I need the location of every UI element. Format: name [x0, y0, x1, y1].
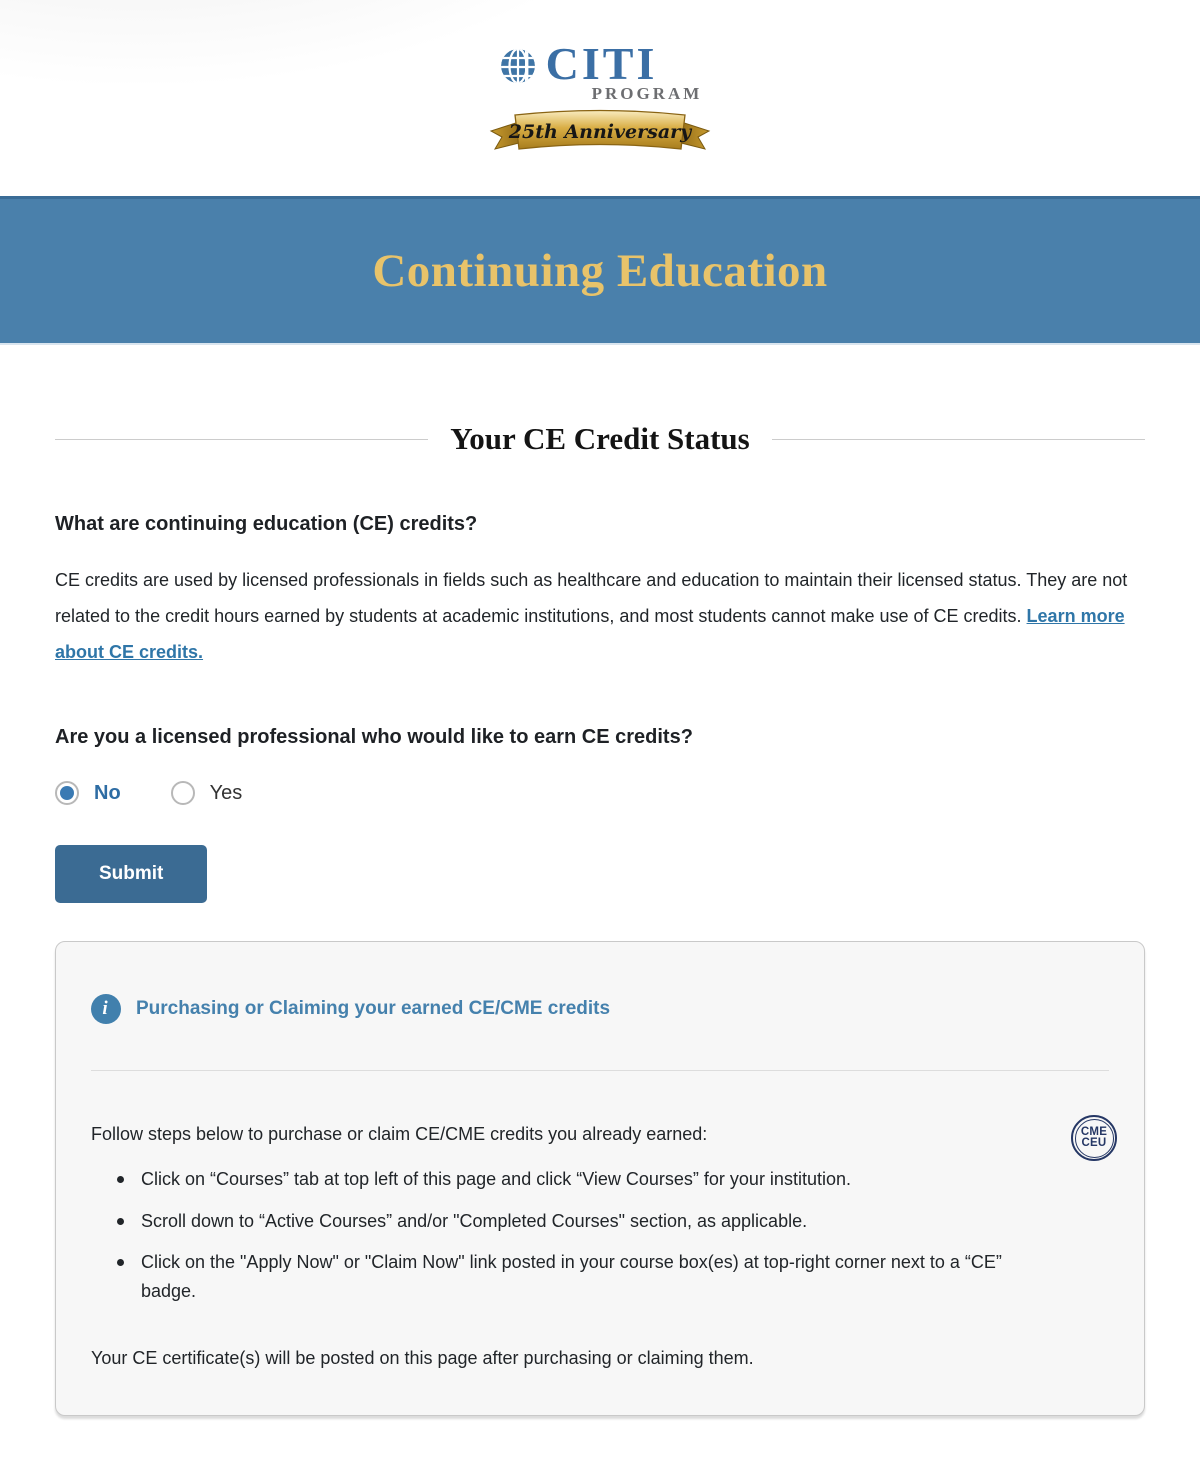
radio-no-circle-icon: [55, 781, 79, 805]
site-header: [0, 0, 1200, 196]
logo-citi-text: CITI: [545, 38, 658, 89]
logo-program-text: PROGRAM: [591, 84, 703, 103]
anniversary-text: 25th Anniversary: [508, 121, 692, 143]
panel-footer-note: Your CE certificate(s) will be posted on this page after purchasing or claiming them.: [91, 1348, 754, 1369]
badge-line2: CEU: [1081, 1137, 1107, 1149]
page-title: Continuing Education: [372, 245, 828, 297]
page-banner: [0, 196, 1200, 345]
step-item: Click on the "Apply Now" or "Claim Now" link posted in your course box(es) at top-right corner next to a “CE” badge.: [141, 1248, 1014, 1306]
section-title: [55, 421, 1145, 457]
radio-no-label: No: [94, 781, 121, 804]
step-item: Scroll down to “Active Courses” and/or "Completed Courses" section, as applicable.: [141, 1207, 1014, 1236]
licensed-professional-question: Are you a licensed professional who would like to earn CE credits?: [55, 726, 693, 748]
info-icon: i: [91, 994, 121, 1024]
ce-info-panel: [55, 941, 1145, 1416]
radio-yes-label: Yes: [209, 781, 243, 804]
panel-intro: Follow steps below to purchase or claim CE/CME credits you already earned:: [91, 1124, 708, 1144]
cme-ceu-badge-icon: [1071, 1115, 1117, 1161]
badge-line1: CME: [1080, 1125, 1108, 1138]
globe-icon: [498, 42, 540, 93]
divider-line-left: [55, 439, 428, 440]
ce-credits-radio-group: [55, 781, 1145, 805]
learn-more-link[interactable]: Learn more about CE credits.: [55, 606, 1125, 662]
panel-divider: [91, 1070, 1109, 1071]
radio-option-no[interactable]: [55, 781, 121, 805]
section-title-text: Your CE Credit Status: [450, 421, 750, 456]
panel-body: [91, 1121, 1109, 1369]
steps-list: [91, 1165, 1014, 1306]
radio-option-yes[interactable]: [171, 781, 243, 805]
panel-title: Purchasing or Claiming your earned CE/CME credits: [136, 998, 611, 1019]
radio-yes-circle-icon: [171, 781, 195, 805]
step-item: Click on “Courses” tab at top left of this page and click “View Courses” for your institution.: [141, 1165, 1014, 1194]
submit-button[interactable]: Submit: [55, 845, 207, 903]
panel-header: [91, 994, 1109, 1024]
ce-credits-description: [55, 562, 1145, 670]
ce-credits-description-text: CE credits are used by licensed professionals in fields such as healthcare and education to maintain their licensed status. They are not related to the credit hours earned by students at academic institutions, and most students cannot make use of CE credits.: [55, 570, 1128, 626]
citi-program-logo: [485, 38, 715, 160]
ce-credits-question-heading: What are continuing education (CE) credits?: [55, 513, 478, 535]
divider-line-right: [772, 439, 1145, 440]
anniversary-ribbon: [485, 104, 715, 162]
